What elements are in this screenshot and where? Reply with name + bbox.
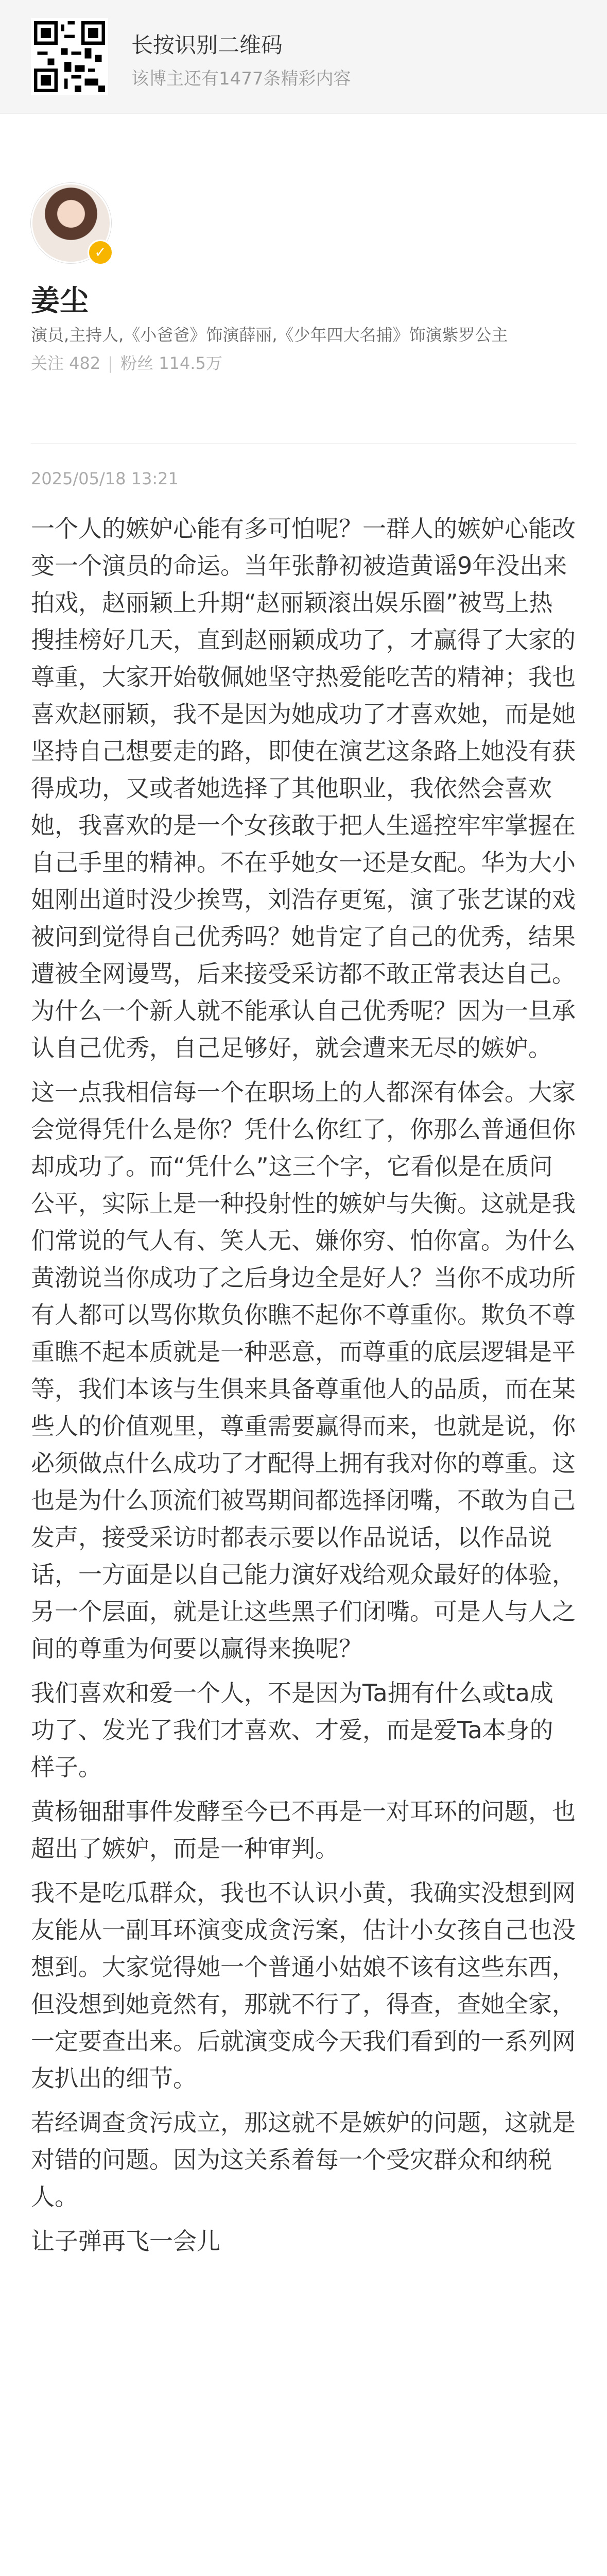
post-date: 2025/05/18 13:21 — [31, 469, 179, 488]
post-paragraph: 我们喜欢和爱一个人，不是因为Ta拥有什么或ta成功了、发光了我们才喜欢、才爱，而是爱Ta本身的样子。 — [31, 1679, 553, 1781]
qr-code-icon — [31, 18, 108, 95]
post-paragraph: 黄杨钿甜事件发酵至今已不再是一对耳环的问题，也超出了嫉妒，而是一种审判。 — [31, 1798, 576, 1862]
profile-name[interactable]: 姜尘 — [31, 284, 89, 318]
profile-header — [0, 113, 607, 402]
banner-title: 长按识别二维码 — [131, 32, 283, 58]
verified-badge-icon: ✓ — [88, 240, 113, 265]
post-paragraph: 这一点我相信每一个在职场上的人都深有体会。大家会觉得凭什么是你？凭什么你红了，你那么普通但你却成功了。而“凭什么”这三个字，它看似是在质问公平，实际上是一种投射性的嫉妒与失衡。这就是我们常说的气人有、笑人无、嫌你穷、怕你富。为什么黄渤说当你成功了之后身边全是好人？当你不成功所有人都可以骂你欺负你瞧不起你不尊重你。欺负不尊重瞧不起本质就是一种恶意，而尊重的底层逻辑是平等，我们本该与生俱来具备尊重他人的品质，而在某些人的价值观里，尊重需要赢得而来，也就是说，你必须做点什么成功了才配得上拥有我对你的尊重。这也是为什么顶流们被骂期间都选择闭嘴，不敢为自己发声，接受采访时都表示要以作品说话，以作品说话，一方面是以自己能力演好戏给观众最好的体验，另一个层面，就是让这些黑子们闭嘴。可是人与人之间的尊重为何要以赢得来换呢？ — [31, 1078, 576, 1663]
post-paragraph: 若经调查贪污成立，那这就不是嫉妒的问题，这就是对错的问题。因为这关系着每一个受灾群众和纳税人。 — [31, 2109, 576, 2211]
top-qr-banner[interactable] — [0, 0, 607, 114]
post-paragraph: 让子弹再飞一会儿 — [31, 2227, 220, 2255]
followers-count[interactable]: 关注 482 — [31, 353, 101, 373]
post-paragraph: 一个人的嫉妒心能有多可怕呢？一群人的嫉妒心能改变一个演员的命运。当年张静初被造黄谣9年没出来拍戏，赵丽颖上升期“赵丽颖滚出娱乐圈”被骂上热搜挂榜好几天，直到赵丽颖成功了，才赢得了大家的尊重，大家开始敬佩她坚守热爱能吃苦的精神；我也喜欢赵丽颖，我不是因为她成功了才喜欢她，而是她坚持自己想要走的路，即使在演艺这条路上她没有获得成功，又或者她选择了其他职业，我依然会喜欢她，我喜欢的是一个女孩敢于把人生遥控牢牢掌握在自己手里的精神。不在乎她女一还是女配。华为大小姐刚出道时没少挨骂，刘浩存更冤，演了张艺谋的戏被问到觉得自己优秀吗？她肯定了自己的优秀，结果遭被全网谩骂，后来接受采访都不敢正常表达自己。为什么一个新人就不能承认自己优秀呢？因为一旦承认自己优秀，自己足够好，就会遭来无尽的嫉妒。 — [31, 515, 576, 1062]
stats-separator: | — [108, 353, 114, 373]
profile-bio: 演员,主持人,《小爸爸》饰演薛丽,《少年四大名捕》饰演紫罗公主 — [31, 325, 508, 345]
post-content — [31, 510, 576, 2267]
divider — [31, 443, 576, 444]
profile-stats — [31, 350, 222, 374]
banner-subtitle: 该博主还有1477条精彩内容 — [131, 69, 351, 89]
post-paragraph: 我不是吃瓜群众，我也不认识小黄，我确实没想到网友能从一副耳环演变成贪污案，估计小女孩自己也没想到。大家觉得她一个普通小姑娘不该有这些东西，但没想到她竟然有，那就不行了，得查，查她全家，一定要查出来。后就演变成今天我们看到的一系列网友扒出的细节。 — [31, 1879, 576, 2092]
fans-count[interactable]: 粉丝 114.5万 — [120, 353, 222, 373]
